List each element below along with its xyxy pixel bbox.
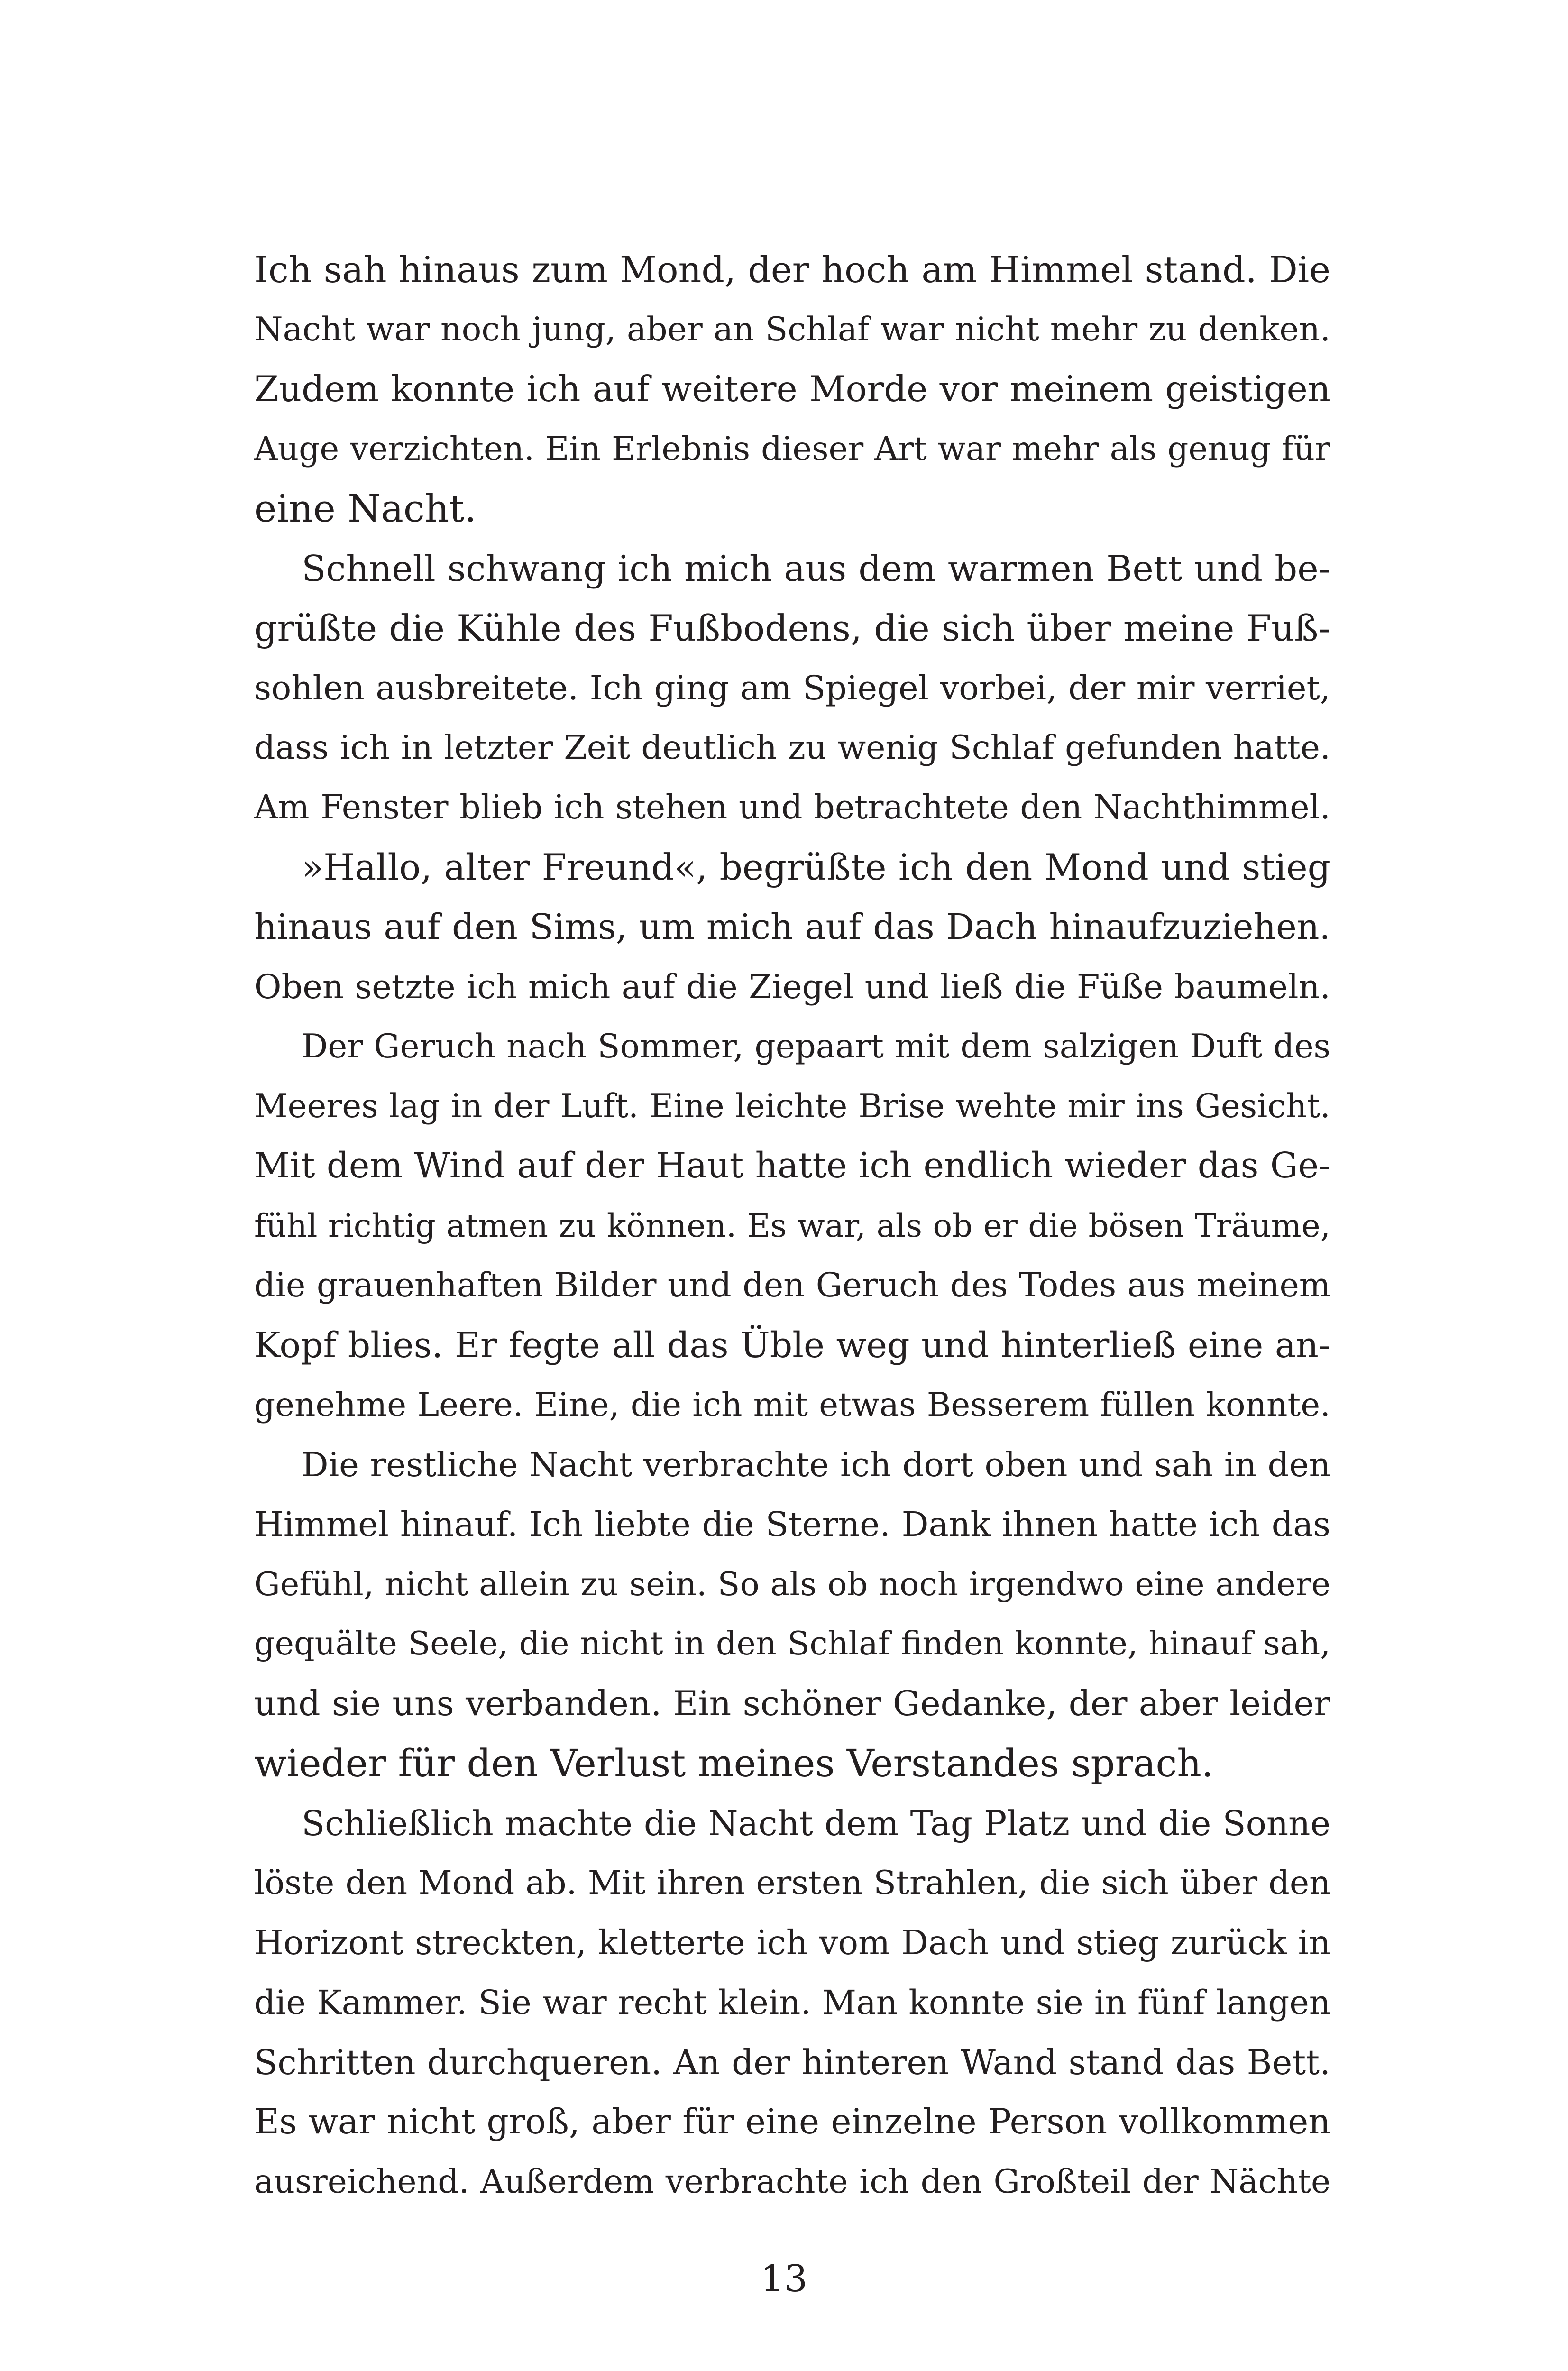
text-line: Meeres lag in der Luft. Eine leichte Brise wehte mir ins Gesicht. [254,1087,1330,1125]
text-line: Schließlich machte die Nacht dem Tag Platz und die Sonne [302,1803,1330,1843]
text-line: ausreichend. Außerdem verbrachte ich den Großteil der Nächte [254,2163,1330,2201]
text-line: dass ich in letzter Zeit deutlich zu wenig Schlaf gefunden hatte. [254,728,1330,767]
text-line: Am Fenster blieb ich stehen und betrachtete den Nachthimmel. [254,788,1330,827]
text-line: und sie uns verbanden. Ein schöner Gedanke, der aber leider [254,1684,1330,1724]
text-line: Horizont streckten, kletterte ich vom Dach und stieg zurück in [254,1923,1330,1962]
text-line: grüßte die Kühle des Fußbodens, die sich über meine Fuß- [254,607,1330,649]
text-line: Mit dem Wind auf der Haut hatte ich endlich wieder das Ge- [254,1146,1330,1186]
text-line: hinaus auf den Sims, um mich auf das Dach hinaufzuziehen. [254,907,1330,947]
text-line: »Hallo, alter Freund«, begrüßte ich den Mond und stieg [302,846,1330,888]
text-line: löste den Mond ab. Mit ihren ersten Strahlen, die sich über den [254,1864,1330,1902]
text-line: Kopf blies. Er fegte all das Üble weg und hinterließ eine an- [254,1325,1330,1366]
text-line: die Kammer. Sie war recht klein. Man konnte sie in fünf langen [254,1983,1330,2022]
text-line: Die restliche Nacht verbrachte ich dort oben und sah in den [302,1445,1330,1484]
text-line: gequälte Seele, die nicht in den Schlaf finden konnte, hinauf sah, [254,1625,1330,1663]
text-line: Zudem konnte ich auf weitere Morde vor meinem geistigen [254,368,1330,410]
text-line: Schritten durchqueren. An der hinteren Wand stand das Bett. [254,2042,1330,2082]
page-number: 13 [760,2258,808,2300]
text-line: die grauenhaften Bilder und den Geruch des Todes aus meinem [254,1266,1330,1305]
text-line: genehme Leere. Eine, die ich mit etwas Besserem füllen konnte. [254,1386,1330,1424]
text-line: wieder für den Verlust meines Verstandes sprach. [254,1741,1214,1785]
text-line: fühl richtig atmen zu können. Es war, als ob er die bösen Träume, [254,1207,1330,1244]
text-line: Es war nicht groß, aber für eine einzelne Person vollkommen [254,2102,1330,2142]
text-line: Auge verzichten. Ein Erlebnis dieser Art war mehr als genug für [254,430,1330,468]
text-line: Der Geruch nach Sommer, gepaart mit dem salzigen Duft des [302,1028,1330,1066]
text-line: Himmel hinauf. Ich liebte die Sterne. Dank ihnen hatte ich das [254,1505,1330,1544]
text-line: Schnell schwang ich mich aus dem warmen Bett und be- [302,548,1330,589]
text-line: Ich sah hinaus zum Mond, der hoch am Himmel stand. Die [254,249,1330,291]
text-line: Nacht war noch jung, aber an Schlaf war nicht mehr zu denken. [254,311,1330,349]
text-line: sohlen ausbreitete. Ich ging am Spiegel vorbei, der mir verriet, [254,669,1330,708]
text-line: Gefühl, nicht allein zu sein. So als ob noch irgendwo eine andere [254,1565,1330,1603]
text-line: eine Nacht. [254,487,477,531]
text-line: Oben setzte ich mich auf die Ziegel und ließ die Füße baumeln. [254,967,1330,1006]
